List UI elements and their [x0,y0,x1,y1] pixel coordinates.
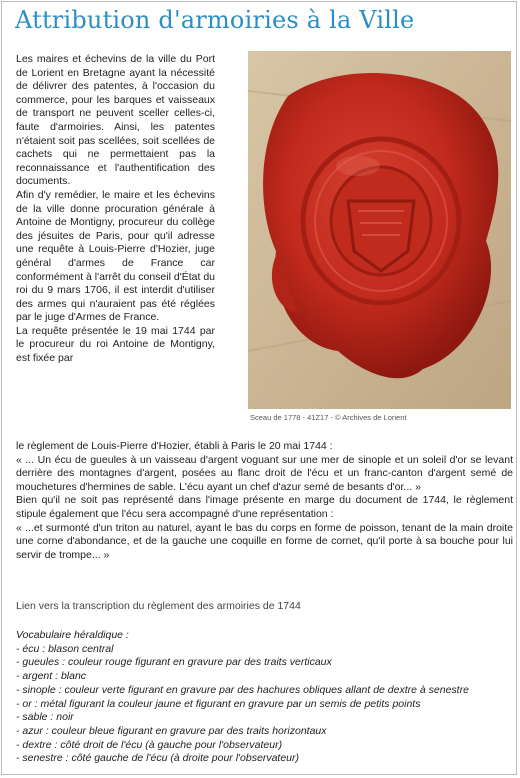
vocab-item: - or : métal figurant la couleur jaune et figurant en gravure par un semis de petits points [16,697,421,710]
page-title: Attribution d'armoiries à la Ville [15,6,415,34]
regulation-paragraph: Bien qu'il ne soit pas représenté dans l'image présente en marge du document de 1744, le règlement stipule également que l'écu sera accompagné d'une représentation : [16,494,513,520]
wax-seal-image [248,51,511,409]
vocab-item: - argent : blanc [16,670,87,683]
page-frame [1,1,517,775]
regulation-quote: « ...et surmonté d'un triton au naturel, ayant le bas du corps en forme de poisson, tenant de la main droite une corne d'abondance, et de la gauche une coquille en forme de cornet, qu'il porte à sa bouche pour lui servir de trompe... » [16,521,513,561]
vocab-item: - senestre : côté gauche de l'écu (à droite pour l'observateur) [16,752,299,765]
seal-figure [248,51,511,422]
vocab-item: - gueules : couleur rouge figurant en gravure par des traits verticaux [16,656,332,669]
transcription-link[interactable]: Lien vers la transcription du règlement des armoiries de 1744 [16,600,301,612]
intro-paragraph: Les maires et échevins de la ville du Port de Lorient en Bretagne ayant la nécessité de délivrer des patentes, à l'occasion du commerce, pour les barques et vaisseaux de transport ne peuvent sceller celles-ci, faute d'armoiries. Ainsi, les patentes n'étaient soit pas scellées, soit scellées de cachets qui ne permettaient pas la reconnaissance et l'authentification des documents. [16,53,215,188]
intro-paragraph: La requête présentée le 19 mai 1744 par le procureur du roi Antoine de Montigny, est fixée par [16,324,215,365]
vocab-item: - sinople : couleur verte figurant en gravure par des hachures obliques allant de dextre à senestre [16,683,469,696]
vocab-item: - écu : blason central [16,642,114,655]
intro-paragraph: Afin d'y remédier, le maire et les échevins de la ville donne procuration générale à Antoine de Montigny, procureur du collège des jésuites de Paris, pour qu'il adresse une requête à Louis-Pierre d'Hozier, juge général d'armes de France car conformément à l'arrêt du conseil d'État du roi du 9 mars 1706, il est interdit d'utiliser des armes qui n'auraient pas été réglées par le juge d'Armes de France. [16,188,215,324]
vocab-item: - azur : couleur bleue figurant en gravure par des traits horizontaux [16,724,327,737]
regulation-paragraph: le règlement de Louis-Pierre d'Hozier, établi à Paris le 20 mai 1744 : [16,440,333,452]
vocab-heading: Vocabulaire héraldique : [16,629,129,641]
seal-caption: Sceau de 1778 - 41Z17 - © Archives de Lorient [250,413,407,422]
vocab-item: - sable : noir [16,711,74,724]
vocab-item: - dextre : côté droit de l'écu (à gauche pour l'observateur) [16,738,283,751]
intro-column [16,53,215,366]
seal-photo [248,51,511,409]
heraldic-vocabulary [16,629,513,766]
regulation-quote: « ... Un écu de gueules à un vaisseau d'argent voguant sur une mer de sinople et un soleil d'or se levant derrière des montagnes d'argent, posées au flanc droit de l'écu et un franc-canton d'argent semé de mouchetures d'hermines de sable. L'écu ayant un chef d'azur semé de besants d'or... » [16,453,513,493]
regulation-text [16,440,513,562]
